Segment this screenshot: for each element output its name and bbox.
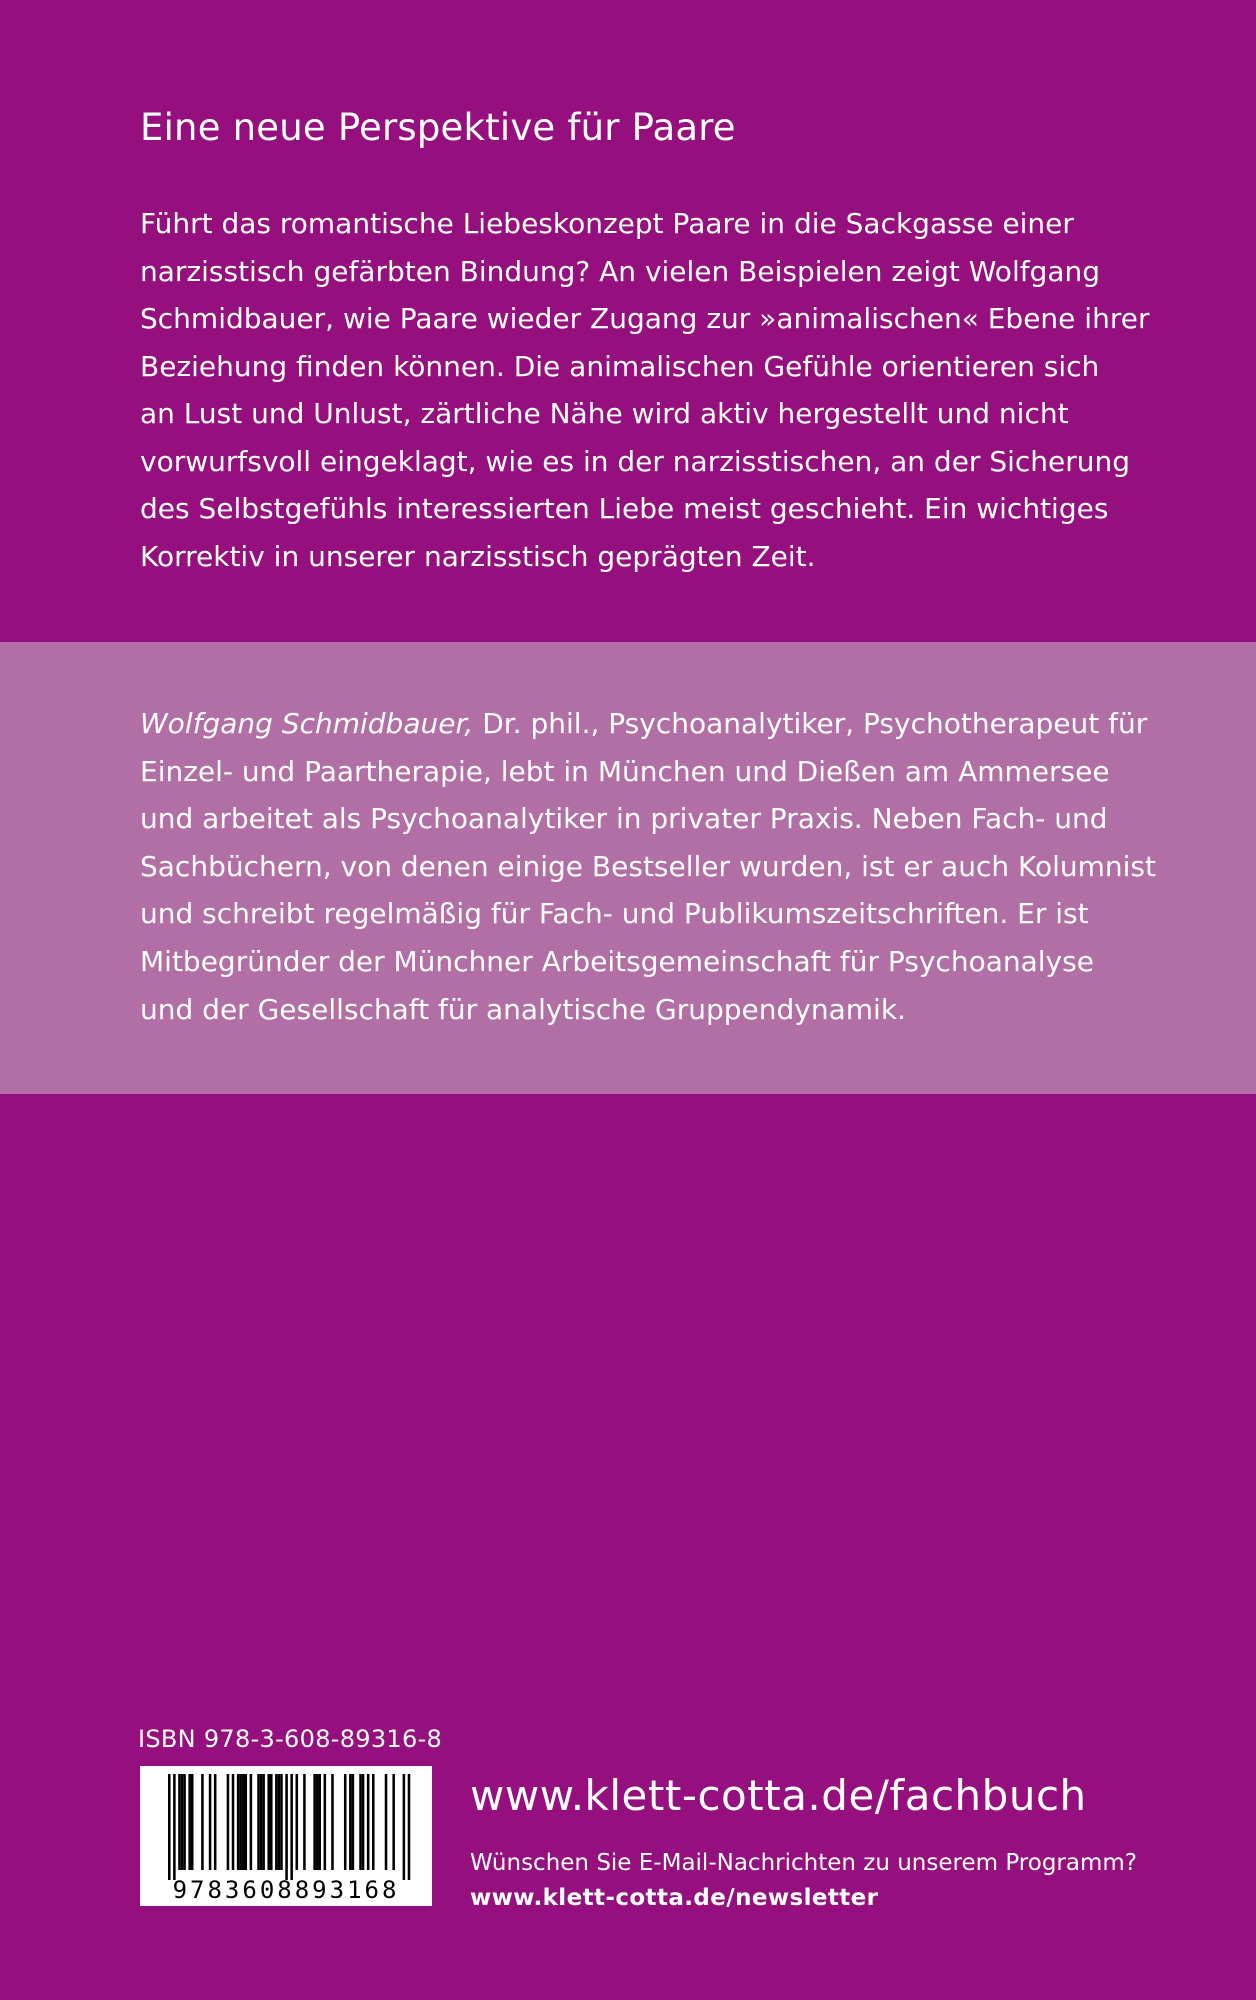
barcode-bar <box>245 1774 248 1870</box>
barcode-bar <box>262 1774 265 1870</box>
barcode-digits: 9783608893168 <box>172 1876 400 1904</box>
barcode-bar <box>214 1774 217 1870</box>
barcode-bar <box>324 1774 327 1870</box>
bio-line: Einzel- und Paartherapie, lebt in München und Dießen am Ammersee <box>140 754 1110 788</box>
barcode-bar <box>403 1774 406 1880</box>
barcode-bar <box>278 1774 281 1870</box>
blurb-line: an Lust und Unlust, zärtliche Nähe wird aktiv hergestellt und nicht <box>140 397 1069 430</box>
barcode-bar <box>303 1774 306 1870</box>
barcode-bar <box>257 1774 260 1870</box>
blurb-line: Korrektiv in unserer narzisstisch geprägten Zeit. <box>140 539 816 573</box>
blurb-line: Schmidbauer, wie Paare wieder Zugang zur »animalischen« Ebene ihrer <box>140 302 1150 335</box>
publisher-website[interactable]: www.klett-cotta.de/fachbuch <box>470 1771 1087 1820</box>
barcode-bar <box>362 1774 365 1870</box>
barcode-bar <box>183 1774 186 1870</box>
barcode-bar <box>173 1774 176 1880</box>
barcode-bar <box>270 1774 273 1870</box>
barcode-bar <box>392 1774 395 1870</box>
blurb-text <box>140 200 1150 580</box>
bio-line: und arbeitet als Psychoanalytiker in privater Praxis. Neben Fach- und <box>140 802 1108 836</box>
barcode-bar <box>285 1774 288 1880</box>
barcode-bar <box>344 1774 347 1870</box>
barcode-bar <box>209 1774 212 1870</box>
barcode-bar <box>385 1774 388 1870</box>
barcode-bar <box>359 1774 362 1870</box>
bio-first-line-rest: Dr. phil., Psychoanalytiker, Psychotherapeut für <box>473 707 1148 740</box>
bio-line: und schreibt regelmäßig für Fach- und Publikumszeitschriften. Er ist <box>140 897 1089 931</box>
author-name: Wolfgang Schmidbauer, <box>140 707 474 740</box>
barcode-bar <box>318 1774 321 1870</box>
barcode-bar <box>316 1774 319 1870</box>
blurb-line: narzisstisch gefärbten Bindung? An vielen Beispielen zeigt Wolfgang <box>140 254 1101 288</box>
newsletter-link[interactable]: www.klett-cotta.de/newsletter <box>470 1885 879 1911</box>
barcode-bars <box>168 1774 410 1880</box>
newsletter-question: Wünschen Sie E-Mail-Nachrichten zu unserem Programm? <box>470 1850 1137 1876</box>
barcode-bar <box>250 1774 253 1870</box>
barcode-bar <box>290 1774 293 1880</box>
author-bio-text <box>140 700 1200 1033</box>
barcode-bar <box>267 1774 270 1870</box>
barcode-bar <box>201 1774 204 1870</box>
bio-line: und der Gesellschaft für analytische Gruppendynamik. <box>140 992 906 1026</box>
blurb-line: Beziehung finden können. Die animalischen Gefühle orientieren sich <box>140 349 1100 383</box>
barcode-bar <box>408 1774 411 1880</box>
isbn-number: ISBN 978-3-608-89316-8 <box>138 1725 443 1753</box>
barcode-bar <box>232 1774 235 1870</box>
cover-heading: Eine neue Perspektive für Paare <box>140 106 736 149</box>
barcode-bar <box>181 1774 184 1870</box>
barcode-bar <box>367 1774 370 1870</box>
barcode-bar <box>372 1774 375 1870</box>
blurb-line: vorwurfsvoll eingeklagt, wie es in der narzisstischen, an der Sicherung <box>140 444 1131 478</box>
bio-line: Sachbüchern, von denen einige Bestseller wurden, ist er auch Kolumnist <box>140 849 1156 883</box>
barcode-bar <box>313 1774 316 1870</box>
barcode-graphic <box>140 1766 432 1906</box>
barcode <box>140 1766 432 1906</box>
barcode-bar <box>168 1774 171 1880</box>
barcode-bar <box>237 1774 240 1870</box>
barcode-bar <box>239 1774 242 1870</box>
barcode-bar <box>352 1774 355 1870</box>
barcode-bar <box>275 1774 278 1870</box>
barcode-bar <box>178 1774 181 1870</box>
barcode-bar <box>191 1774 194 1870</box>
barcode-bar <box>260 1774 263 1870</box>
bio-line: Mitbegründer der Münchner Arbeitsgemeinschaft für Psychoanalyse <box>140 944 1094 978</box>
barcode-bar <box>331 1774 334 1870</box>
barcode-bar <box>280 1774 283 1870</box>
bio-line <box>140 700 1200 748</box>
barcode-bar <box>296 1774 299 1870</box>
barcode-bar <box>188 1774 191 1870</box>
barcode-bar <box>242 1774 245 1870</box>
blurb-line: des Selbstgefühls interessierten Liebe meist geschieht. Ein wichtiges <box>140 492 1109 525</box>
barcode-bar <box>349 1774 352 1870</box>
blurb-line: Führt das romantische Liebeskonzept Paare in die Sackgasse einer <box>140 207 1074 240</box>
barcode-bar <box>227 1774 230 1870</box>
